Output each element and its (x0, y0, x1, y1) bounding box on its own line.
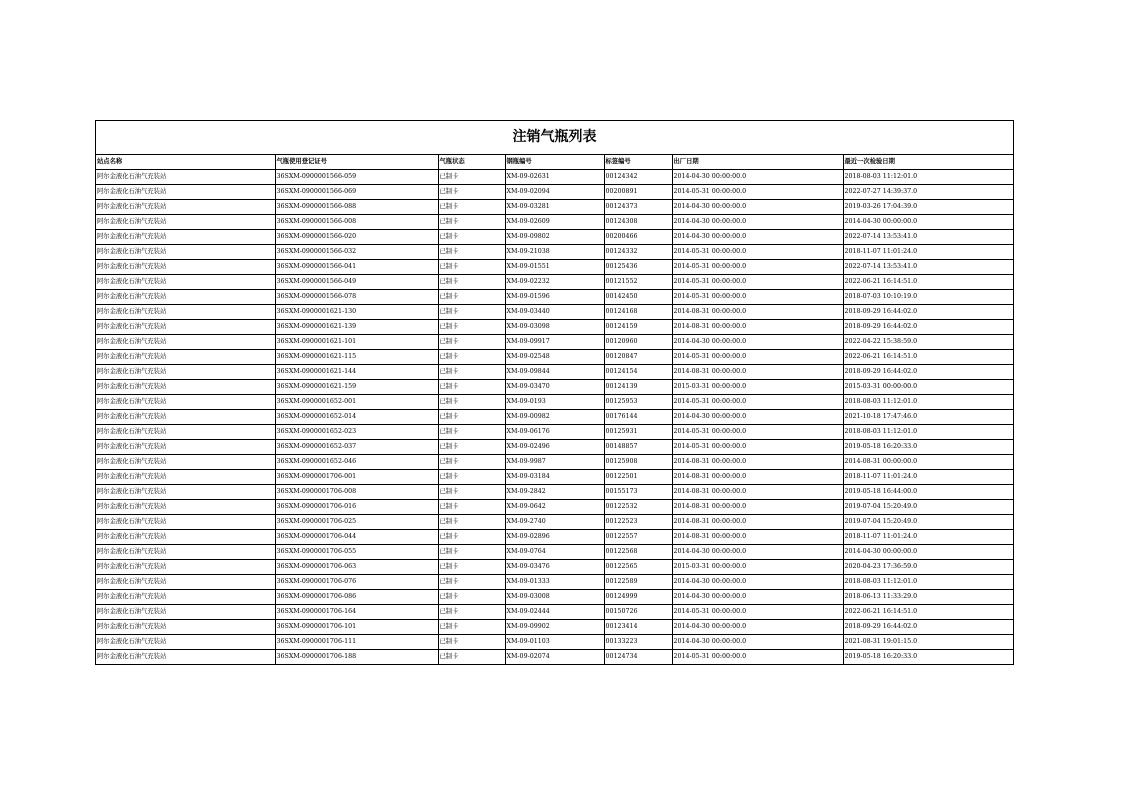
cell-status: 已制卡 (438, 395, 505, 410)
cell-registration-no: 36SXM-0900001566-020 (275, 230, 438, 245)
cell-manufacture-date: 2014-04-30 00:00:00.0 (672, 335, 843, 350)
cell-status: 已制卡 (438, 320, 505, 335)
table-row (96, 305, 1013, 320)
cell-cylinder-no: XM-09-09917 (505, 335, 604, 350)
cell-status: 已制卡 (438, 305, 505, 320)
cell-tag-no: 00122532 (604, 500, 672, 515)
cell-status: 已制卡 (438, 410, 505, 425)
cell-manufacture-date: 2014-08-31 00:00:00.0 (672, 470, 843, 485)
cell-last-inspection-date: 2019-05-18 16:20:33.0 (843, 650, 1013, 665)
col-header-tag-no: 标签编号 (604, 155, 672, 170)
cell-station: 阿尔金液化石油气充装站 (96, 305, 275, 320)
cell-registration-no: 36SXM-0900001566-049 (275, 275, 438, 290)
cell-last-inspection-date: 2015-03-31 00:00:00.0 (843, 380, 1013, 395)
cell-status: 已制卡 (438, 275, 505, 290)
cell-cylinder-no: XM-09-9987 (505, 455, 604, 470)
table-row (96, 380, 1013, 395)
cell-last-inspection-date: 2022-07-14 13:53:41.0 (843, 260, 1013, 275)
cell-manufacture-date: 2014-05-31 00:00:00.0 (672, 185, 843, 200)
cell-status: 已制卡 (438, 650, 505, 665)
table-row (96, 590, 1013, 605)
cell-tag-no: 00125908 (604, 455, 672, 470)
table-row (96, 575, 1013, 590)
cell-last-inspection-date: 2018-09-29 16:44:02.0 (843, 305, 1013, 320)
table-row (96, 440, 1013, 455)
cell-cylinder-no: XM-09-03098 (505, 320, 604, 335)
cell-last-inspection-date: 2018-09-29 16:44:02.0 (843, 620, 1013, 635)
cell-registration-no: 36SXM-0900001566-088 (275, 200, 438, 215)
cell-manufacture-date: 2014-08-31 00:00:00.0 (672, 455, 843, 470)
cell-last-inspection-date: 2019-07-04 15:20:49.0 (843, 500, 1013, 515)
cell-cylinder-no: XM-09-01596 (505, 290, 604, 305)
cell-cylinder-no: XM-09-06176 (505, 425, 604, 440)
table-row (96, 605, 1013, 620)
cell-manufacture-date: 2015-03-31 00:00:00.0 (672, 380, 843, 395)
cell-manufacture-date: 2014-04-30 00:00:00.0 (672, 620, 843, 635)
cell-tag-no: 00124342 (604, 170, 672, 185)
cell-status: 已制卡 (438, 635, 505, 650)
cell-tag-no: 00124332 (604, 245, 672, 260)
cell-tag-no: 00125953 (604, 395, 672, 410)
table-row (96, 200, 1013, 215)
cell-last-inspection-date: 2018-07-03 10:10:19.0 (843, 290, 1013, 305)
cell-status: 已制卡 (438, 170, 505, 185)
cell-registration-no: 36SXM-0900001621-139 (275, 320, 438, 335)
cell-status: 已制卡 (438, 605, 505, 620)
cell-registration-no: 36SXM-0900001652-023 (275, 425, 438, 440)
cell-station: 阿尔金液化石油气充装站 (96, 290, 275, 305)
cell-registration-no: 36SXM-0900001706-111 (275, 635, 438, 650)
cell-registration-no: 36SXM-0900001566-069 (275, 185, 438, 200)
cell-tag-no: 00120847 (604, 350, 672, 365)
cell-manufacture-date: 2014-04-30 00:00:00.0 (672, 230, 843, 245)
cell-cylinder-no: XM-09-09902 (505, 620, 604, 635)
cell-tag-no: 00200466 (604, 230, 672, 245)
cell-tag-no: 00124159 (604, 320, 672, 335)
cell-registration-no: 36SXM-0900001652-046 (275, 455, 438, 470)
cell-manufacture-date: 2014-08-31 00:00:00.0 (672, 515, 843, 530)
col-header-status: 气瓶状态 (438, 155, 505, 170)
cell-cylinder-no: XM-09-09802 (505, 230, 604, 245)
cell-status: 已制卡 (438, 380, 505, 395)
table-row (96, 350, 1013, 365)
cell-cylinder-no: XM-09-02548 (505, 350, 604, 365)
cell-station: 阿尔金液化石油气充装站 (96, 320, 275, 335)
cell-manufacture-date: 2014-08-31 00:00:00.0 (672, 305, 843, 320)
cell-registration-no: 36SXM-0900001706-076 (275, 575, 438, 590)
table-row (96, 260, 1013, 275)
cancelled-cylinders-table (96, 155, 1013, 664)
cell-cylinder-no: XM-09-02232 (505, 275, 604, 290)
cell-status: 已制卡 (438, 590, 505, 605)
cell-status: 已制卡 (438, 455, 505, 470)
cell-status: 已制卡 (438, 245, 505, 260)
cell-station: 阿尔金液化石油气充装站 (96, 260, 275, 275)
cell-tag-no: 00125436 (604, 260, 672, 275)
cell-cylinder-no: XM-09-00982 (505, 410, 604, 425)
cell-manufacture-date: 2014-04-30 00:00:00.0 (672, 590, 843, 605)
cell-status: 已制卡 (438, 290, 505, 305)
table-row (96, 560, 1013, 575)
table-row (96, 455, 1013, 470)
cell-last-inspection-date: 2014-04-30 00:00:00.0 (843, 215, 1013, 230)
cell-station: 阿尔金液化石油气充装站 (96, 515, 275, 530)
cell-station: 阿尔金液化石油气充装站 (96, 365, 275, 380)
cell-last-inspection-date: 2018-11-07 11:01:24.0 (843, 530, 1013, 545)
cell-status: 已制卡 (438, 620, 505, 635)
cell-manufacture-date: 2014-08-31 00:00:00.0 (672, 365, 843, 380)
cell-last-inspection-date: 2018-09-29 16:44:02.0 (843, 320, 1013, 335)
cell-tag-no: 00176144 (604, 410, 672, 425)
cell-registration-no: 36SXM-0900001706-063 (275, 560, 438, 575)
cell-last-inspection-date: 2020-04-23 17:36:59.0 (843, 560, 1013, 575)
cell-registration-no: 36SXM-0900001652-014 (275, 410, 438, 425)
cell-manufacture-date: 2014-05-31 00:00:00.0 (672, 650, 843, 665)
cell-registration-no: 36SXM-0900001652-037 (275, 440, 438, 455)
cell-cylinder-no: XM-09-03184 (505, 470, 604, 485)
cell-registration-no: 36SXM-0900001706-025 (275, 515, 438, 530)
cell-manufacture-date: 2015-03-31 00:00:00.0 (672, 560, 843, 575)
cell-manufacture-date: 2014-08-31 00:00:00.0 (672, 530, 843, 545)
cylinder-table-sheet (95, 120, 1014, 665)
table-row (96, 245, 1013, 260)
col-header-last-inspection-date: 最近一次检验日期 (843, 155, 1013, 170)
cell-cylinder-no: XM-09-02496 (505, 440, 604, 455)
cell-station: 阿尔金液化石油气充装站 (97, 653, 167, 660)
cell-manufacture-date: 2014-04-30 00:00:00.0 (672, 545, 843, 560)
cell-cylinder-no: XM-09-03008 (505, 590, 604, 605)
cell-status: 已制卡 (438, 485, 505, 500)
cell-station: 阿尔金液化石油气充装站 (96, 245, 275, 260)
cell-manufacture-date: 2014-05-31 00:00:00.0 (672, 605, 843, 620)
table-row (96, 545, 1013, 560)
cell-station: 阿尔金液化石油气充装站 (96, 380, 275, 395)
cell-registration-no: 36SXM-0900001652-001 (275, 395, 438, 410)
cell-manufacture-date: 2014-04-30 00:00:00.0 (672, 200, 843, 215)
cell-manufacture-date: 2014-05-31 00:00:00.0 (672, 290, 843, 305)
col-header-registration-no: 气瓶使用登记证号 (275, 155, 438, 170)
cell-last-inspection-date: 2022-04-22 15:38:59.0 (843, 335, 1013, 350)
cell-tag-no: 00148857 (604, 440, 672, 455)
table-row (96, 185, 1013, 200)
cell-cylinder-no: XM-09-21038 (505, 245, 604, 260)
cell-registration-no: 36SXM-0900001706-101 (275, 620, 438, 635)
cell-last-inspection-date: 2019-07-04 15:20:49.0 (843, 515, 1013, 530)
cell-last-inspection-date: 2022-07-14 13:53:41.0 (843, 230, 1013, 245)
cell-status: 已制卡 (438, 230, 505, 245)
cell-station: 阿尔金液化石油气充装站 (96, 440, 275, 455)
cell-registration-no: 36SXM-0900001706-164 (275, 605, 438, 620)
cell-status: 已制卡 (438, 575, 505, 590)
cell-last-inspection-date: 2022-06-21 16:14:51.0 (843, 605, 1013, 620)
col-header-station: 站点名称 (96, 155, 275, 170)
cell-status: 已制卡 (438, 560, 505, 575)
cell-registration-no: 36SXM-0900001706-044 (275, 530, 438, 545)
table-row (96, 290, 1013, 305)
cell-station: 阿尔金液化石油气充装站 (96, 590, 275, 605)
cell-tag-no: 00200891 (604, 185, 672, 200)
col-header-cylinder-no: 钢瓶编号 (505, 155, 604, 170)
cell-manufacture-date: 2014-05-31 00:00:00.0 (672, 275, 843, 290)
cell-last-inspection-date: 2019-03-26 17:04:39.0 (843, 200, 1013, 215)
cell-last-inspection-date: 2014-08-31 00:00:00.0 (843, 455, 1013, 470)
table-row (96, 170, 1013, 185)
cell-cylinder-no: XM-09-0764 (505, 545, 604, 560)
cell-registration-no: 36SXM-0900001706-016 (275, 500, 438, 515)
cell-registration-no: 36SXM-0900001621-115 (275, 350, 438, 365)
cell-status: 已制卡 (438, 200, 505, 215)
table-row (96, 425, 1013, 440)
table-row (96, 485, 1013, 500)
cell-registration-no: 36SXM-0900001566-041 (275, 260, 438, 275)
table-row (96, 365, 1013, 380)
cell-last-inspection-date: 2019-05-18 16:20:33.0 (843, 440, 1013, 455)
cell-tag-no: 00123414 (604, 620, 672, 635)
cell-manufacture-date: 2014-05-31 00:00:00.0 (672, 440, 843, 455)
cell-registration-no: 36SXM-0900001621-159 (275, 380, 438, 395)
cell-last-inspection-date: 2018-08-03 11:12:01.0 (843, 575, 1013, 590)
cell-tag-no: 00124734 (604, 650, 672, 665)
cell-last-inspection-date: 2019-05-18 16:44:00.0 (843, 485, 1013, 500)
cell-cylinder-no: XM-09-02896 (505, 530, 604, 545)
cell-cylinder-no: XM-09-2740 (505, 515, 604, 530)
table-row (96, 530, 1013, 545)
cell-last-inspection-date: 2018-06-13 11:33:29.0 (843, 590, 1013, 605)
cell-station: 阿尔金液化石油气充装站 (96, 395, 275, 410)
cell-tag-no: 00122568 (604, 545, 672, 560)
cell-station: 阿尔金液化石油气充装站 (96, 530, 275, 545)
cell-cylinder-no: XM-09-03281 (505, 200, 604, 215)
cell-cylinder-no: XM-09-02631 (505, 170, 604, 185)
cell-tag-no: 00124999 (604, 590, 672, 605)
cell-status: 已制卡 (438, 500, 505, 515)
cell-tag-no: 00122501 (604, 470, 672, 485)
cell-tag-no: 00122565 (604, 560, 672, 575)
cell-manufacture-date: 2014-08-31 00:00:00.0 (672, 485, 843, 500)
cell-cylinder-no: XM-09-09844 (505, 365, 604, 380)
cell-status: 已制卡 (438, 350, 505, 365)
cell-station: 阿尔金液化石油气充装站 (96, 500, 275, 515)
cell-tag-no: 00122523 (604, 515, 672, 530)
cell-registration-no: 36SXM-0900001566-078 (275, 290, 438, 305)
cell-cylinder-no: XM-09-02074 (505, 650, 604, 665)
cell-cylinder-no: XM-09-03476 (505, 560, 604, 575)
cell-station: 阿尔金液化石油气充装站 (96, 335, 275, 350)
cell-manufacture-date: 2014-04-30 00:00:00.0 (672, 170, 843, 185)
cell-last-inspection-date: 2018-11-07 11:01:24.0 (843, 245, 1013, 260)
cell-cylinder-no: XM-09-03440 (505, 305, 604, 320)
table-row (96, 230, 1013, 245)
cell-tag-no: 00125931 (604, 425, 672, 440)
cell-registration-no: 36SXM-0900001706-008 (275, 485, 438, 500)
cell-registration-no: 36SXM-0900001566-059 (275, 170, 438, 185)
cell-status: 已制卡 (438, 440, 505, 455)
table-row (96, 410, 1013, 425)
cell-tag-no: 00150726 (604, 605, 672, 620)
cell-station: 阿尔金液化石油气充装站 (96, 185, 275, 200)
cell-cylinder-no: XM-09-03470 (505, 380, 604, 395)
cell-tag-no: 00124308 (604, 215, 672, 230)
cell-last-inspection-date: 2022-06-21 16:14:51.0 (843, 350, 1013, 365)
cell-registration-no: 36SXM-0900001706-086 (275, 590, 438, 605)
cell-tag-no: 00155173 (604, 485, 672, 500)
cell-tag-no: 00124154 (604, 365, 672, 380)
cell-last-inspection-date: 2018-08-03 11:12:01.0 (843, 170, 1013, 185)
table-row (96, 215, 1013, 230)
table-row (96, 635, 1013, 650)
cell-last-inspection-date: 2021-08-31 19:01:15.0 (843, 635, 1013, 650)
col-header-manufacture-date: 出厂日期 (672, 155, 843, 170)
cell-tag-no: 00124168 (604, 305, 672, 320)
cell-status: 已制卡 (438, 530, 505, 545)
cell-station: 阿尔金液化石油气充装站 (96, 425, 275, 440)
table-row (96, 515, 1013, 530)
cell-last-inspection-date: 2022-06-21 16:14:51.0 (843, 275, 1013, 290)
cell-cylinder-no: XM-09-2842 (505, 485, 604, 500)
cell-status: 已制卡 (438, 185, 505, 200)
cell-last-inspection-date: 2021-10-18 17:47:46.0 (843, 410, 1013, 425)
cell-cylinder-no: XM-09-02609 (505, 215, 604, 230)
cell-last-inspection-date: 2014-04-30 00:00:00.0 (843, 545, 1013, 560)
cell-registration-no: 36SXM-0900001621-130 (275, 305, 438, 320)
table-row (96, 620, 1013, 635)
table-row (96, 395, 1013, 410)
cell-tag-no: 00124373 (604, 200, 672, 215)
cell-manufacture-date: 2014-04-30 00:00:00.0 (672, 410, 843, 425)
cell-last-inspection-date: 2018-08-03 11:12:01.0 (843, 395, 1013, 410)
cell-manufacture-date: 2014-05-31 00:00:00.0 (672, 425, 843, 440)
table-row (96, 335, 1013, 350)
cell-manufacture-date: 2014-05-31 00:00:00.0 (672, 245, 843, 260)
cell-status: 已制卡 (438, 425, 505, 440)
cell-registration-no: 36SXM-0900001566-032 (275, 245, 438, 260)
cell-station: 阿尔金液化石油气充装站 (96, 455, 275, 470)
cell-tag-no: 00120960 (604, 335, 672, 350)
cell-status: 已制卡 (438, 365, 505, 380)
cell-last-inspection-date: 2018-11-07 11:01:24.0 (843, 470, 1013, 485)
table-row (96, 470, 1013, 485)
cell-last-inspection-date: 2018-08-03 11:12:01.0 (843, 425, 1013, 440)
table-body (96, 170, 1013, 665)
cell-cylinder-no: XM-09-01551 (505, 260, 604, 275)
cell-station: 阿尔金液化石油气充装站 (96, 200, 275, 215)
cell-station: 阿尔金液化石油气充装站 (96, 575, 275, 590)
cell-manufacture-date: 2014-04-30 00:00:00.0 (672, 215, 843, 230)
cell-manufacture-date: 2014-08-31 00:00:00.0 (672, 500, 843, 515)
cell-station: 阿尔金液化石油气充装站 (96, 620, 275, 635)
cell-cylinder-no: XM-09-0193 (505, 395, 604, 410)
cell-manufacture-date: 2014-05-31 00:00:00.0 (672, 350, 843, 365)
table-row (96, 320, 1013, 335)
cell-manufacture-date: 2014-04-30 00:00:00.0 (672, 635, 843, 650)
cell-station: 阿尔金液化石油气充装站 (96, 275, 275, 290)
cell-manufacture-date: 2014-04-30 00:00:00.0 (672, 575, 843, 590)
cell-station: 阿尔金液化石油气充装站 (96, 635, 275, 650)
cell-station: 阿尔金液化石油气充装站 (96, 350, 275, 365)
cell-cylinder-no: XM-09-01103 (505, 635, 604, 650)
cell-registration-no: 36SXM-0900001706-055 (275, 545, 438, 560)
cell-last-inspection-date: 2018-09-29 16:44:02.0 (843, 365, 1013, 380)
cell-tag-no: 00133223 (604, 635, 672, 650)
cell-last-inspection-date: 2022-07-27 14:39:37.0 (843, 185, 1013, 200)
cell-station: 阿尔金液化石油气充装站 (96, 215, 275, 230)
table-row (96, 650, 1013, 665)
cell-station: 阿尔金液化石油气充装站 (96, 230, 275, 245)
cell-status: 已制卡 (438, 470, 505, 485)
cell-manufacture-date: 2014-08-31 00:00:00.0 (672, 320, 843, 335)
cell-status: 已制卡 (438, 215, 505, 230)
cell-station: 阿尔金液化石油气充装站 (96, 410, 275, 425)
cell-tag-no: 00122589 (604, 575, 672, 590)
cell-cylinder-no: XM-09-02094 (505, 185, 604, 200)
cell-station: 阿尔金液化石油气充装站 (96, 470, 275, 485)
cell-status: 已制卡 (438, 515, 505, 530)
cell-status: 已制卡 (438, 335, 505, 350)
cell-cylinder-no: XM-09-0642 (505, 500, 604, 515)
cell-station: 阿尔金液化石油气充装站 (96, 545, 275, 560)
cell-registration-no: 36SXM-0900001706-001 (275, 470, 438, 485)
cell-cylinder-no: XM-09-02444 (505, 605, 604, 620)
cell-tag-no: 00121552 (604, 275, 672, 290)
cell-cylinder-no: XM-09-01333 (505, 575, 604, 590)
header-row (96, 155, 1013, 170)
cell-station: 阿尔金液化石油气充装站 (96, 485, 275, 500)
table-row (96, 275, 1013, 290)
cell-tag-no: 00122557 (604, 530, 672, 545)
cell-manufacture-date: 2014-05-31 00:00:00.0 (672, 395, 843, 410)
cell-tag-no: 00142450 (604, 290, 672, 305)
cell-status: 已制卡 (438, 545, 505, 560)
cell-tag-no: 00124139 (604, 380, 672, 395)
cell-station: 阿尔金液化石油气充装站 (96, 605, 275, 620)
table-row (96, 500, 1013, 515)
page-title: 注销气瓶列表 (96, 121, 1013, 155)
cell-station: 阿尔金液化石油气充装站 (96, 560, 275, 575)
cell-status: 已制卡 (438, 260, 505, 275)
cell-station: 阿尔金液化石油气充装站 (96, 170, 275, 185)
cell-registration-no: 36SXM-0900001621-101 (275, 335, 438, 350)
cell-registration-no: 36SXM-0900001706-188 (275, 650, 438, 665)
cell-registration-no: 36SXM-0900001566-008 (275, 215, 438, 230)
cell-registration-no: 36SXM-0900001621-144 (275, 365, 438, 380)
cell-manufacture-date: 2014-05-31 00:00:00.0 (672, 260, 843, 275)
